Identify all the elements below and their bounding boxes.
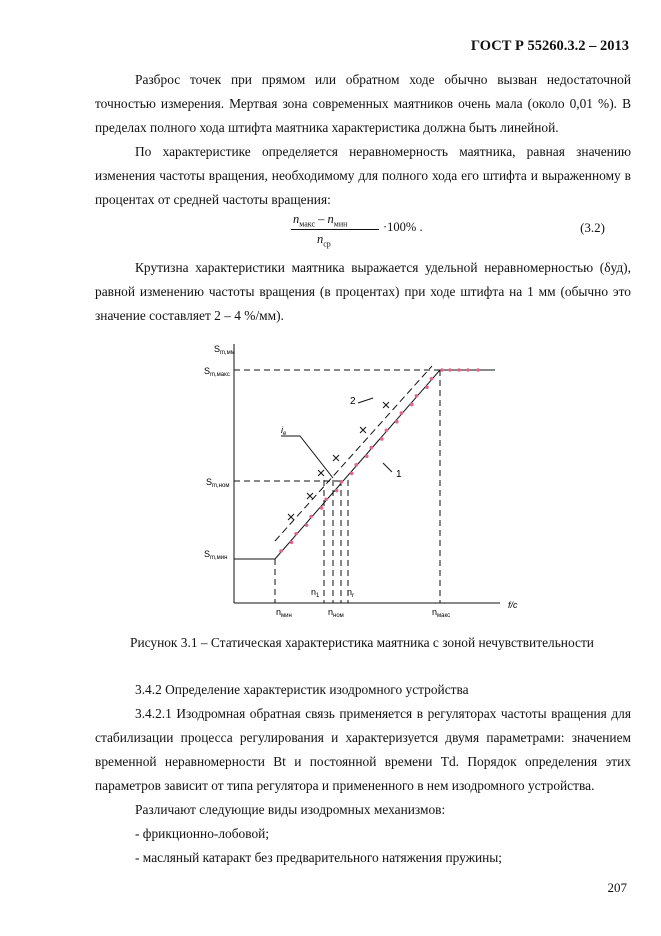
- y-axis-label-main: S: [214, 344, 221, 354]
- xtick-nnom-sub: ном: [333, 613, 344, 619]
- measured-point: [365, 454, 369, 458]
- measured-point: [350, 472, 354, 476]
- label-n1-main: n: [311, 587, 317, 597]
- cross-markers: [288, 402, 389, 520]
- formula-num-b: n: [327, 212, 334, 226]
- measured-point: [410, 403, 414, 407]
- formula-num-a-sub: макс: [299, 219, 316, 229]
- cross-marker: [333, 455, 339, 461]
- section-heading: 3.4.2 Определение характеристик изодромного устройства: [135, 682, 469, 697]
- xtick-nmin: [276, 607, 292, 619]
- xtick-nmax-sub: макс: [437, 613, 451, 619]
- measured-point: [335, 489, 339, 493]
- measured-point: [279, 549, 283, 553]
- measured-point: [369, 446, 373, 450]
- fraction-bar: [291, 229, 379, 230]
- label-n1: [311, 587, 320, 599]
- measured-point: [385, 429, 389, 433]
- label-ie-main: i: [281, 425, 283, 435]
- paragraph-4: 3.4.2.1 Изодромная обратная связь применяется в регуляторах частоты вращения для стабилизации процесса регулирования и характеризуется двумя параметрами: значением временной неравномерности Bt и постоянной времени Td. Порядок определения этих параметров зависит от типа регулятора и примененного в нем изодромного устройства.: [95, 706, 631, 793]
- cross-marker: [360, 427, 366, 433]
- figure-3-1: [0, 330, 661, 630]
- cross-marker: [318, 470, 324, 476]
- measured-point: [448, 368, 452, 372]
- ytick-snom-sub: m,ном: [212, 483, 230, 489]
- measured-point: [290, 541, 294, 545]
- measured-point: [305, 523, 309, 527]
- ytick-smax: [204, 366, 230, 378]
- measured-point: [425, 385, 429, 389]
- paragraph-5: Различают следующие виды изодромных механизмов:: [135, 802, 446, 817]
- label-nr-sub: r: [352, 593, 355, 599]
- formula-den-sub: ср: [323, 239, 331, 249]
- characteristic-line-1: [234, 370, 495, 559]
- measured-point: [354, 463, 358, 467]
- label-1: 1: [396, 469, 402, 480]
- measured-point: [324, 497, 328, 501]
- list-item-2: - масляный катаракт без предварительного натяжения пружины;: [135, 850, 502, 865]
- paragraph-1: Разброс точек при прямом или обратном ходе обычно вызван недостаточной точностью измерения. Мертвая зона современных маятников очень мала (около 0,01 %). В пределах полного хода штифта маятника характеристика должна быть линейной.: [95, 72, 631, 135]
- measured-point: [466, 368, 470, 372]
- label-1-leader: [383, 463, 392, 472]
- label-ie-sub: e: [283, 431, 287, 437]
- label-2-leader: [358, 398, 373, 403]
- formula-tail: ·100% .: [383, 220, 423, 234]
- label-nr: [347, 587, 354, 599]
- ytick-smax-sub: m,макс: [210, 372, 230, 378]
- measured-point: [457, 368, 461, 372]
- y-axis-label: [214, 344, 235, 356]
- measured-point: [430, 377, 434, 381]
- measured-point: [380, 437, 384, 441]
- label-2: 2: [350, 396, 356, 407]
- document-header: ГОСТ Р 55260.3.2 – 2013: [470, 38, 629, 54]
- ytick-smax-main: S: [204, 366, 211, 376]
- label-n1-sub: 1: [316, 593, 320, 599]
- y-axis-label-sub: m,мм: [220, 350, 235, 356]
- formula-3-2: [285, 212, 423, 256]
- ytick-smin-main: S: [204, 549, 211, 559]
- measured-point: [294, 532, 298, 536]
- measured-point: [476, 368, 480, 372]
- measured-point: [400, 411, 404, 415]
- characteristic-line-2: [275, 366, 432, 541]
- measured-point: [395, 420, 399, 424]
- xtick-nmin-main: n: [276, 607, 282, 617]
- figure-caption: Рисунок 3.1 – Статическая характеристика маятника с зоной нечувствительности: [130, 635, 594, 650]
- xtick-nmin-sub: мин: [281, 613, 292, 619]
- cross-marker: [288, 514, 294, 520]
- xtick-nmax: [432, 607, 450, 619]
- measured-points: [279, 368, 480, 553]
- x-axis-label: f/c: [508, 600, 518, 610]
- ytick-snom-main: S: [206, 477, 213, 487]
- ytick-snom: [206, 477, 229, 489]
- page-number: 207: [607, 880, 627, 895]
- formula-num-b-sub: мин: [333, 219, 348, 229]
- measured-point: [320, 506, 324, 510]
- ytick-smin-sub: m,мин: [210, 555, 228, 561]
- cross-marker: [307, 493, 313, 499]
- measured-point: [309, 515, 313, 519]
- formula-den: n: [317, 232, 324, 246]
- formula-number: (3.2): [580, 220, 605, 235]
- list-item-1: - фрикционно-лобовой;: [135, 826, 270, 841]
- label-nr-main: n: [347, 587, 353, 597]
- cross-marker: [383, 402, 389, 408]
- label-ie: [281, 425, 287, 437]
- measured-point: [339, 480, 343, 484]
- formula-num-a: n: [293, 212, 300, 226]
- xtick-nnom: [328, 607, 344, 619]
- ytick-smin: [204, 549, 227, 561]
- paragraph-2: По характеристике определяется неравномерность маятника, равная значению изменения частоты вращения, необходимому для полного хода его штифта и выраженному в процентах от средней частоты вращения:: [95, 144, 631, 207]
- xtick-nnom-main: n: [328, 607, 334, 617]
- measured-point: [440, 368, 444, 372]
- measured-point: [415, 394, 419, 398]
- formula-minus: –: [318, 212, 325, 226]
- ie-leader: [281, 436, 333, 478]
- xtick-nmax-main: n: [432, 607, 438, 617]
- paragraph-3: Крутизна характеристики маятника выражается удельной неравномерностью (δуд), равной изменению частоты вращения (в процентах) при ходе штифта на 1 мм (обычно это значение составляет 2 – 4 %/мм).: [95, 260, 631, 323]
